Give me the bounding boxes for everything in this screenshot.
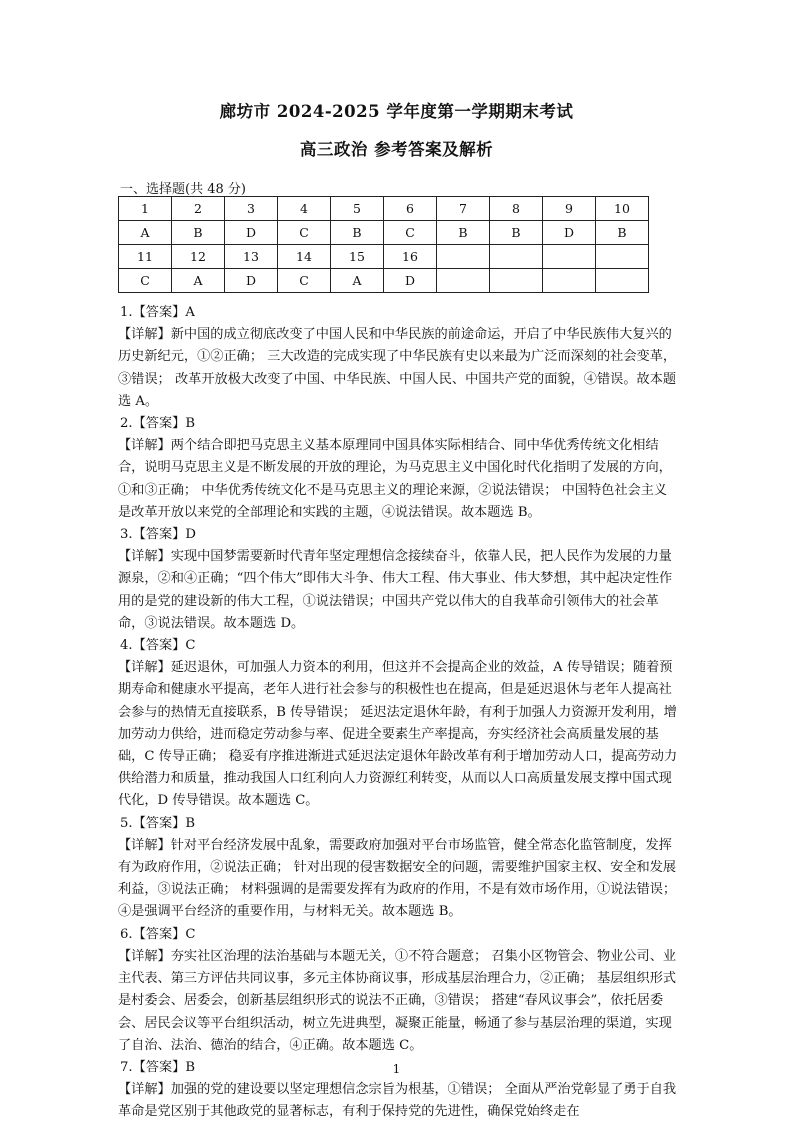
detail-7: 【详解】加强的党的建设要以坚定理想信念宗旨为根基，①错误； 全面从严治党彰显了勇于自我革命是党区别于其他政党的显著标志，有利于保持党的先进性，确保党始终走在 — [118, 1082, 677, 1120]
answer-table-cell — [543, 269, 596, 293]
answer-table-cell — [543, 245, 596, 269]
answer-table-cell: B — [490, 221, 543, 245]
answer-line-5: 5.【答案】B — [120, 815, 196, 831]
answer-table-cell — [437, 269, 490, 293]
answer-line-6: 6.【答案】C — [120, 926, 196, 942]
answer-table-cell: D — [384, 269, 437, 293]
detail-3: 【详解】实现中国梦需要新时代青年坚定理想信念接续奋斗，依靠人民，把人民作为发展的力量源泉，②和④正确；“四个伟大”即伟大斗争、伟大工程、伟大事业、伟大梦想，其中起决定性作用的是党的建设新的伟大工程，①说法错误；中国共产党以伟大的自我革命引领伟大的社会革命，③说法错误。故本题选 D。 — [118, 549, 673, 631]
answer-table-cell: 7 — [437, 197, 490, 221]
detail-2: 【详解】两个结合即把马克思主义基本原理同中国具体实际相结合、同中华优秀传统文化相结合，说明马克思主义是不断发展的开放的理论，为马克思主义中国化时代化指明了发展的方向，①和③正确； 中华优秀传统文化不是马克思主义的理论来源，②说法错误； 中国特色社会主义是改革开放以来党的全部理论和实践的主题，④说法错误。故本题选 B。 — [118, 438, 672, 520]
detail-6: 【详解】夯实社区治理的法治基础与本题无关，①不符合题意； 召集小区物管会、物业公司、业主代表、第三方评估共同议事，多元主体协商议事，形成基层治理合力，②正确； 基层组织形式是村委会、居委会，创新基层组织形式的说法不正确，③错误； 搭建“春风议事会”，依托居委会、居民会议等平台组织活动，树立先进典型，凝聚正能量，畅通了参与基层治理的渠道，实现了自治、法治、德治的结合，④正确。故本题选 C。 — [118, 948, 677, 1053]
answer-table-cell: D — [225, 269, 278, 293]
answer-table-cell: B — [596, 221, 649, 245]
answer-table-cell: 12 — [172, 245, 225, 269]
answer-table-row — [119, 197, 649, 221]
answer-table-cell: 2 — [172, 197, 225, 221]
detail-1: 【详解】新中国的成立彻底改变了中国人民和中华民族的前途命运，开启了中华民族伟大复兴的历史新纪元，①②正确； 三大改造的完成实现了中华民族有史以来最为广泛而深刻的社会变革，③错误； 改革开放极大改变了中国、中华民族、中国人民、中国共产党的面貌，④错误。故本题选 A。 — [118, 327, 677, 409]
answer-table-row — [119, 269, 649, 293]
answer-table-cell: B — [172, 221, 225, 245]
detail-4: 【详解】延迟退休，可加强人力资本的利用，但这并不会提高企业的效益，A 传导错误；随着预期寿命和健康水平提高，老年人进行社会参与的积极性也在提高，但是延迟退休与老年人提高社会参与的热情无直接联系，B 传导错误； 延迟法定退休年龄，有利于加强人力资源开发利用，增加劳动力供给，进而稳定劳动参与率、促进全要素生产率提高，夯实经济社会高质量发展的基础，C 传导正确； 稳妥有序推进渐进式延迟法定退休年龄改革有利于增加劳动人口，提高劳动力供给潜力和质量，推动我国人口红利向人力资源红利转变，从而以人口高质量发展支撑中国式现代化，D 传导错误。故本题选 C。 — [118, 660, 678, 809]
answer-table-cell: 8 — [490, 197, 543, 221]
answer-table-cell: 16 — [384, 245, 437, 269]
answers-explanations — [118, 302, 678, 1124]
answer-table-cell: 9 — [543, 197, 596, 221]
answer-table-cell: B — [437, 221, 490, 245]
answer-table-cell: C — [278, 221, 331, 245]
answer-table-cell — [490, 269, 543, 293]
answer-table-cell: C — [384, 221, 437, 245]
answer-table-cell: 13 — [225, 245, 278, 269]
answer-line-7: 7.【答案】B — [120, 1059, 196, 1075]
document-subtitle: 高三政治 参考答案及解析 — [299, 140, 494, 159]
answer-line-2: 2.【答案】B — [120, 416, 196, 432]
section-label: 一、选择题(共 48 分) — [120, 182, 246, 197]
answer-table-cell: 15 — [331, 245, 384, 269]
answer-table-cell: D — [225, 221, 278, 245]
answer-table-cell: 14 — [278, 245, 331, 269]
answer-table-row — [119, 245, 649, 269]
detail-5: 【详解】针对平台经济发展中乱象，需要政府加强对平台市场监管，健全常态化监管制度，发挥有为政府作用，②说法正确； 针对出现的侵害数据安全的问题，需要维护国家主权、安全和发展利益，③说法正确； 材料强调的是需要发挥有为政府的作用，不是有效市场作用，①说法错误； ④是强调平台经济的重要作用，与材料无关。故本题选 B。 — [118, 837, 677, 920]
answer-line-1: 1.【答案】A — [120, 305, 195, 320]
answer-table-cell: 5 — [331, 197, 384, 221]
page-number: 1 — [392, 1062, 401, 1076]
answer-table-cell — [596, 245, 649, 269]
document-title: 廊坊市 2024-2025 学年度第一学期期末考试 — [219, 102, 574, 121]
answer-table-cell: A — [172, 269, 225, 293]
answer-table-cell: C — [278, 269, 331, 293]
answer-table-cell — [437, 245, 490, 269]
answer-table-cell: 3 — [225, 197, 278, 221]
answer-table-cell — [596, 269, 649, 293]
answer-table-cell: B — [331, 221, 384, 245]
answer-table-cell: 4 — [278, 197, 331, 221]
answer-line-4: 4.【答案】C — [120, 638, 196, 654]
answer-table-cell: 1 — [119, 197, 172, 221]
answer-table-cell: A — [119, 221, 172, 245]
answer-table-cell: 11 — [119, 245, 172, 269]
answer-line-3: 3.【答案】D — [120, 527, 196, 543]
answer-table — [118, 196, 649, 293]
answer-table-cell: 10 — [596, 197, 649, 221]
answer-table-cell — [490, 245, 543, 269]
answer-table-cell: D — [543, 221, 596, 245]
answer-table-cell: C — [119, 269, 172, 293]
answer-table-cell: 6 — [384, 197, 437, 221]
answer-table-row — [119, 221, 649, 245]
answer-table-cell: A — [331, 269, 384, 293]
